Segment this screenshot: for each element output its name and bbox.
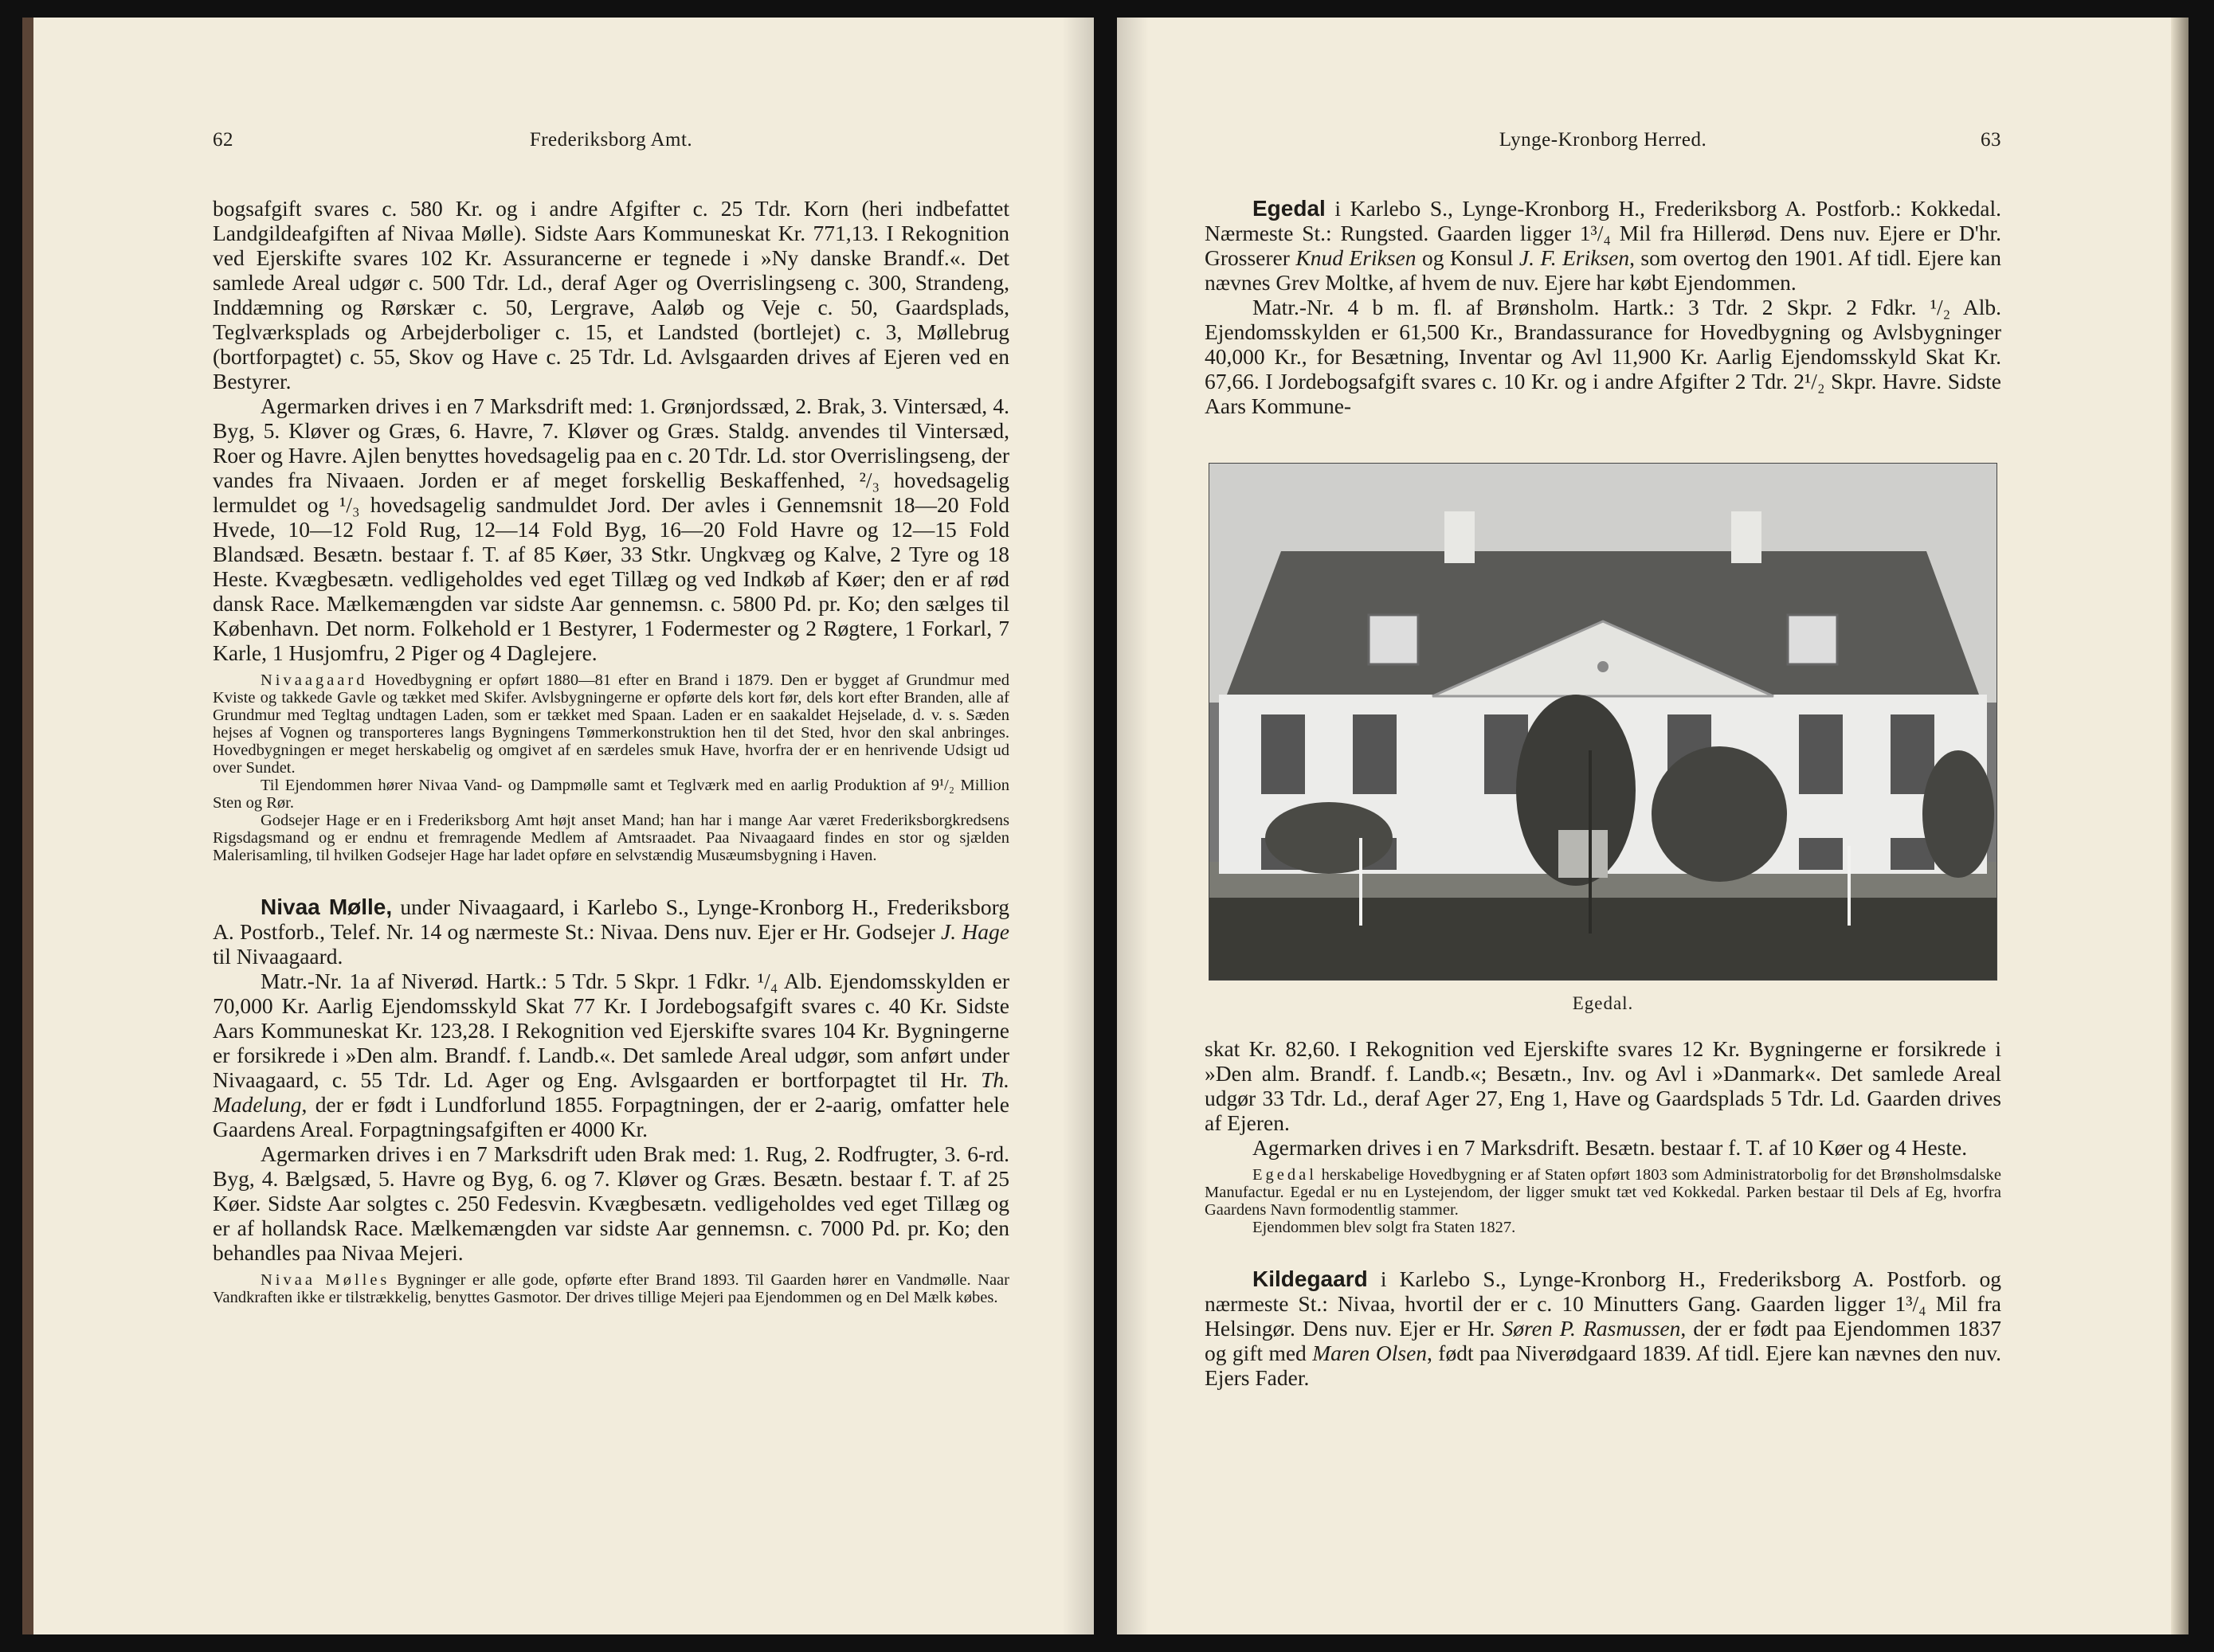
- owner-name: Søren P. Rasmussen: [1502, 1316, 1681, 1341]
- house-illustration: [1209, 464, 1997, 980]
- left-page: [22, 18, 1094, 1634]
- left-text-column: [213, 129, 1009, 1306]
- note-paragraph: Ejendommen blev solgt fra Staten 1827.: [1252, 1219, 1516, 1236]
- paragraph: [213, 969, 1009, 1141]
- spouse-name: Maren Olsen: [1312, 1341, 1428, 1365]
- note-paragraph: [213, 1271, 1009, 1306]
- entry-text: under Nivaagaard, i Karlebo S., Lynge-Kronborg H., Frederiksborg A. Postforb., Telef. Nr. 14 og nærmeste St.: Nivaa. Dens nuv. Ejer er Hr. Godsejer: [213, 895, 1009, 944]
- running-title: Frederiksborg Amt.: [529, 129, 693, 151]
- note-paragraph: [213, 671, 1009, 777]
- pediment-oculus: [1597, 661, 1609, 672]
- entry-text: til Nivaagaard.: [213, 944, 343, 969]
- page-edge: [2171, 18, 2189, 1634]
- entry-text: , der er født i Lundforlund 1855. Forpagtningen, der er 2-aarig, omfatter hele Gaardens Areal. Forpagtningsafgiften er 4000 Kr.: [213, 1092, 1009, 1141]
- entrance-steps: [1558, 830, 1608, 878]
- note-text: herskabelige Hovedbygning er af Staten opført 1803 som Administratorbolig for det Brønsholmsdalske Manufactur. Egedal er nu en Lystejendom, der ligger smukt tæt ved Kokkedal. Parken bestaar til Dels af Eg, hvorfra Gaardens Navn formodentlig stammer.: [1205, 1166, 2001, 1219]
- note-text: Hovedbygning er opført 1880—81 efter en Brand i 1879. Den er bygget af Grundmur med Kviste og takkede Gavle og tækket med Skifer. Avlsbygningerne er opførte dels kort før, dels kort efter Branden, alle af Grundmur med Tegltag undtagen Laden, som er tækket med Spaan. Laden er en saakaldet Hejselade, d. v. s. Sæden hejses af Vognen og transporteres langs Bygningens Tømmerkonstruktion hen til det Sted, hvor den skal anbringes. Hovedbygningen er meget herskabelig og omgivet af en særdeles smuk Have, hvorfra der er en henrivende Udsigt ud over Sundet.: [213, 671, 1009, 777]
- note-text: Bygninger er alle gode, opførte efter Brand 1893. Til Gaarden hører en Vandmølle. Naar Vandkraften ikke er tilstrækkelig, benyttes Gasmotor. Der drives tillige Mejeri paa Ejendommen og en Del Mælk købes.: [213, 1271, 1009, 1306]
- right-text-column: [1205, 129, 2001, 1390]
- entry-paragraph: [1205, 196, 2001, 295]
- paragraph: skat Kr. 82,60. I Rekognition ved Ejerskifte svares 12 Kr. Bygningerne er forsikrede i »Den alm. Brandf. f. Landb.«; Besætn., Inv. og Avl i »Danmark«. Det samlede Areal udgør 33 Tdr. Ld., deraf Ager 27, Eng 1, Have og Gaardsplads 5 Tdr. Ld. Gaarden drives af Ejeren.: [1205, 1036, 2001, 1135]
- paragraph: Agermarken drives i en 7 Marksdrift med: 1. Grønjordssæd, 2. Brak, 3. Vintersæd, 4. Byg, 5. Kløver og Græs, 6. Havre, 7. Kløver og Græs. Staldg. anvendes til Vintersæd, Roer og Havre. Ajlen benyttes hovedsagelig paa en c. 20 Tdr. Ld. stor Overrislingseng, der vandes fra Nivaaen. Jorden er af meget forskellig Beskaffenhed, ²/₃ hovedsagelig lermuldet og ¹/₃ hovedsagelig sandmuldet Jord. Der avles i Gennemsnit 18—20 Fold Hvede, 10—12 Fold Rug, 12—14 Fold Byg, 16—20 Fold Havre og 12—15 Fold Blandsæd. Besætn. bestaar f. T. af 85 Køer, 33 Stkr. Ungkvæg og Kalve, 2 Tyre og 18 Heste. Kvægbesætn. vedligeholdes ved eget Tillæg og ved Indkøb af Køer; den er af rød dansk Race. Mælkemængden var sidste Aar gennemsn. c. 5800 Pd. pr. Ko; den sælges til København. Det norm. Folkehold er 1 Bestyrer, 1 Fodermester og 2 Røgtere, 1 Forkarl, 7 Karle, 1 Husjomfru, 2 Piger og 4 Daglejere.: [213, 393, 1009, 665]
- entry-name: Egedal: [1252, 196, 1326, 221]
- entry-name: Nivaa Mølle,: [261, 895, 393, 919]
- photo-caption: Egedal.: [1572, 993, 1634, 1013]
- running-head: [1205, 129, 2001, 164]
- right-page: [1117, 18, 2189, 1634]
- entry-text: Matr.-Nr. 1a af Niverød. Hartk.: 5 Tdr. 5 Skpr. 1 Fdkr. ¹/₄ Alb. Ejendomsskylden er 70,000 Kr. Aarlig Ejendomsskyld Skat 77 Kr. I Jordebogsafgift svares c. 40 Kr. Sidste Aars Kommuneskat Kr. 123,28. I Rekognition ved Ejerskifte svares 104 Kr. Bygningerne er forsikrede i »Den alm. Brandf. f. Landb.«. Det samlede Areal udgør, som anført under Nivaagaard, c. 55 Tdr. Ld. Ager og Eng. Avlsgaarden er bortforpagtet til Hr.: [213, 969, 1009, 1092]
- paragraph: Agermarken drives i en 7 Marksdrift uden Brak med: 1. Rug, 2. Rodfrugter, 3. 6-rd. Byg, 4. Bælgsæd, 5. Havre og Byg, 6. og 7. Kløver og Græs. Besætn. bestaar f. T. af 25 Køer. Sidste Aar solgtes c. 250 Fedesvin. Kvægbesætn. vedligeholdes ved eget Tillæg og er af hollandsk Race. Mælkemængden var sidste Aar gennemsn. c. 7000 Pd. pr. Ko; den behandles paa Nivaa Mejeri.: [213, 1141, 1009, 1265]
- tenant-name: Th. Madelung: [213, 1067, 1009, 1117]
- owner-name: J. F. Eriksen: [1518, 245, 1630, 270]
- lawn: [1209, 894, 1997, 980]
- entry-text: , som overtog den 1901. Af tidl. Ejere kan nævnes Grev Moltke, af hvem de nuv. Ejere har købt Ejendommen.: [1205, 245, 2002, 295]
- paragraph: Agermarken drives i en 7 Marksdrift. Besætn. bestaar f. T. af 10 Køer og 4 Heste.: [1252, 1135, 1968, 1160]
- spine-shadow: [1117, 18, 1149, 1634]
- owner-name: J. Hage: [941, 919, 1009, 944]
- dormer: [1788, 615, 1837, 664]
- note-paragraph: Godsejer Hage er en i Frederiksborg Amt højt anset Mand; han har i mange Aar været Frederiksborgkredsens Rigsdagsmand og er endnu et fremragende Medlem af Amtsraadet. Paa Nivaagaard findes en stor og sjælden Malerisamling, til hvilken Godsejer Hage har ladet opføre en selvstændig Musæumsbygning i Haven.: [213, 812, 1009, 864]
- note-lead: Egedal: [1252, 1166, 1317, 1184]
- dormer: [1369, 615, 1418, 664]
- egedal-photo: [1209, 463, 1997, 981]
- paragraph: Matr.-Nr. 4 b m. fl. af Brønsholm. Hartk.: 3 Tdr. 2 Skpr. 2 Fdkr. ¹/₂ Alb. Ejendomsskylden er 61,500 Kr., Brandassurance for Hovedbygning og Avlsbygninger 40,000 Kr., for Besætning, Inventar og Avl 11,900 Kr. Aarlig Ejendomsskyld Skat Kr. 67,66. I Jordebogsafgift svares c. 10 Kr. og i andre Afgifter 2 Tdr. 2¹/₂ Skpr. Havre. Sidste Aars Kommune-: [1205, 295, 2001, 418]
- paragraph: bogsafgift svares c. 580 Kr. og i andre Afgifter c. 25 Tdr. Korn (heri indbefattet Landgildeafgiften af Nivaa Mølle). Sidste Aars Kommuneskat Kr. 771,13. I Rekognition ved Ejerskifte svares 102 Kr. Assurancerne er tegnede i »Ny danske Brandf.«. Det samlede Areal udgør c. 500 Tdr. Ld., deraf Ager og Overrislingseng c. 300, Strandeng, Inddæmning og Rørskær c. 50, Lergrave, Aaløb og Veje c. 50, Gaardsplads, Teglværksplads og Arbejderboliger c. 15, et Landsted (bortlejet) c. 3, Møllebrug (bortforpagtet) c. 55, Skov og Have c. 25 Tdr. Ld. Avlsgaarden drives af Ejeren ved en Bestyrer.: [213, 196, 1009, 393]
- running-title: Lynge-Kronborg Herred.: [1499, 129, 1707, 151]
- chimney: [1731, 511, 1761, 563]
- owner-name: Knud Eriksen: [1295, 245, 1417, 270]
- entry-text: i Karlebo S., Lynge-Kronborg H., Frederiksborg A. Postforb. og nærmeste St.: Nivaa, hvortil der er c. 10 Minutters Gang. Gaarden ligger 1³/₄ Mil fra Helsingør. Dens nuv. Ejer er Hr.: [1205, 1266, 2001, 1341]
- entry-text: , født paa Niverødgaard 1839. Af tidl. Ejere kan nævnes den nuv. Ejers Fader.: [1205, 1341, 2001, 1390]
- shrub: [1922, 750, 1994, 878]
- running-head: [213, 129, 1009, 164]
- note-lead: Nivaagaard: [261, 671, 368, 689]
- entry-paragraph: [213, 895, 1009, 969]
- entry-text: i Karlebo S., Lynge-Kronborg H., Frederiksborg A. Postforb.: Kokkedal. Nærmeste St.: Rungsted. Gaarden ligger 1³/₄ Mil fra Hillerød. Dens nuv. Ejere er D'hr. Grosserer: [1205, 196, 2001, 270]
- chimney: [1444, 511, 1475, 563]
- page-number: 62: [213, 129, 233, 151]
- entry-text: , der er født paa Ejendommen 1837 og gift med: [1205, 1316, 2001, 1365]
- entry-text: og Konsul: [1416, 245, 1519, 270]
- note-paragraph: [1205, 1166, 2001, 1219]
- entry-paragraph: [1205, 1266, 2001, 1390]
- shrub: [1652, 746, 1787, 882]
- spine-shadow: [1062, 18, 1094, 1634]
- note-lead: Nivaa Mølles: [261, 1271, 390, 1289]
- note-paragraph: Til Ejendommen hører Nivaa Vand- og Dampmølle samt et Teglværk med en aarlig Produktion af 9¹/₂ Million Sten og Rør.: [213, 777, 1009, 812]
- page-number: 63: [1981, 129, 2001, 151]
- shrub: [1265, 802, 1393, 874]
- entry-name: Kildegaard: [1252, 1266, 1368, 1291]
